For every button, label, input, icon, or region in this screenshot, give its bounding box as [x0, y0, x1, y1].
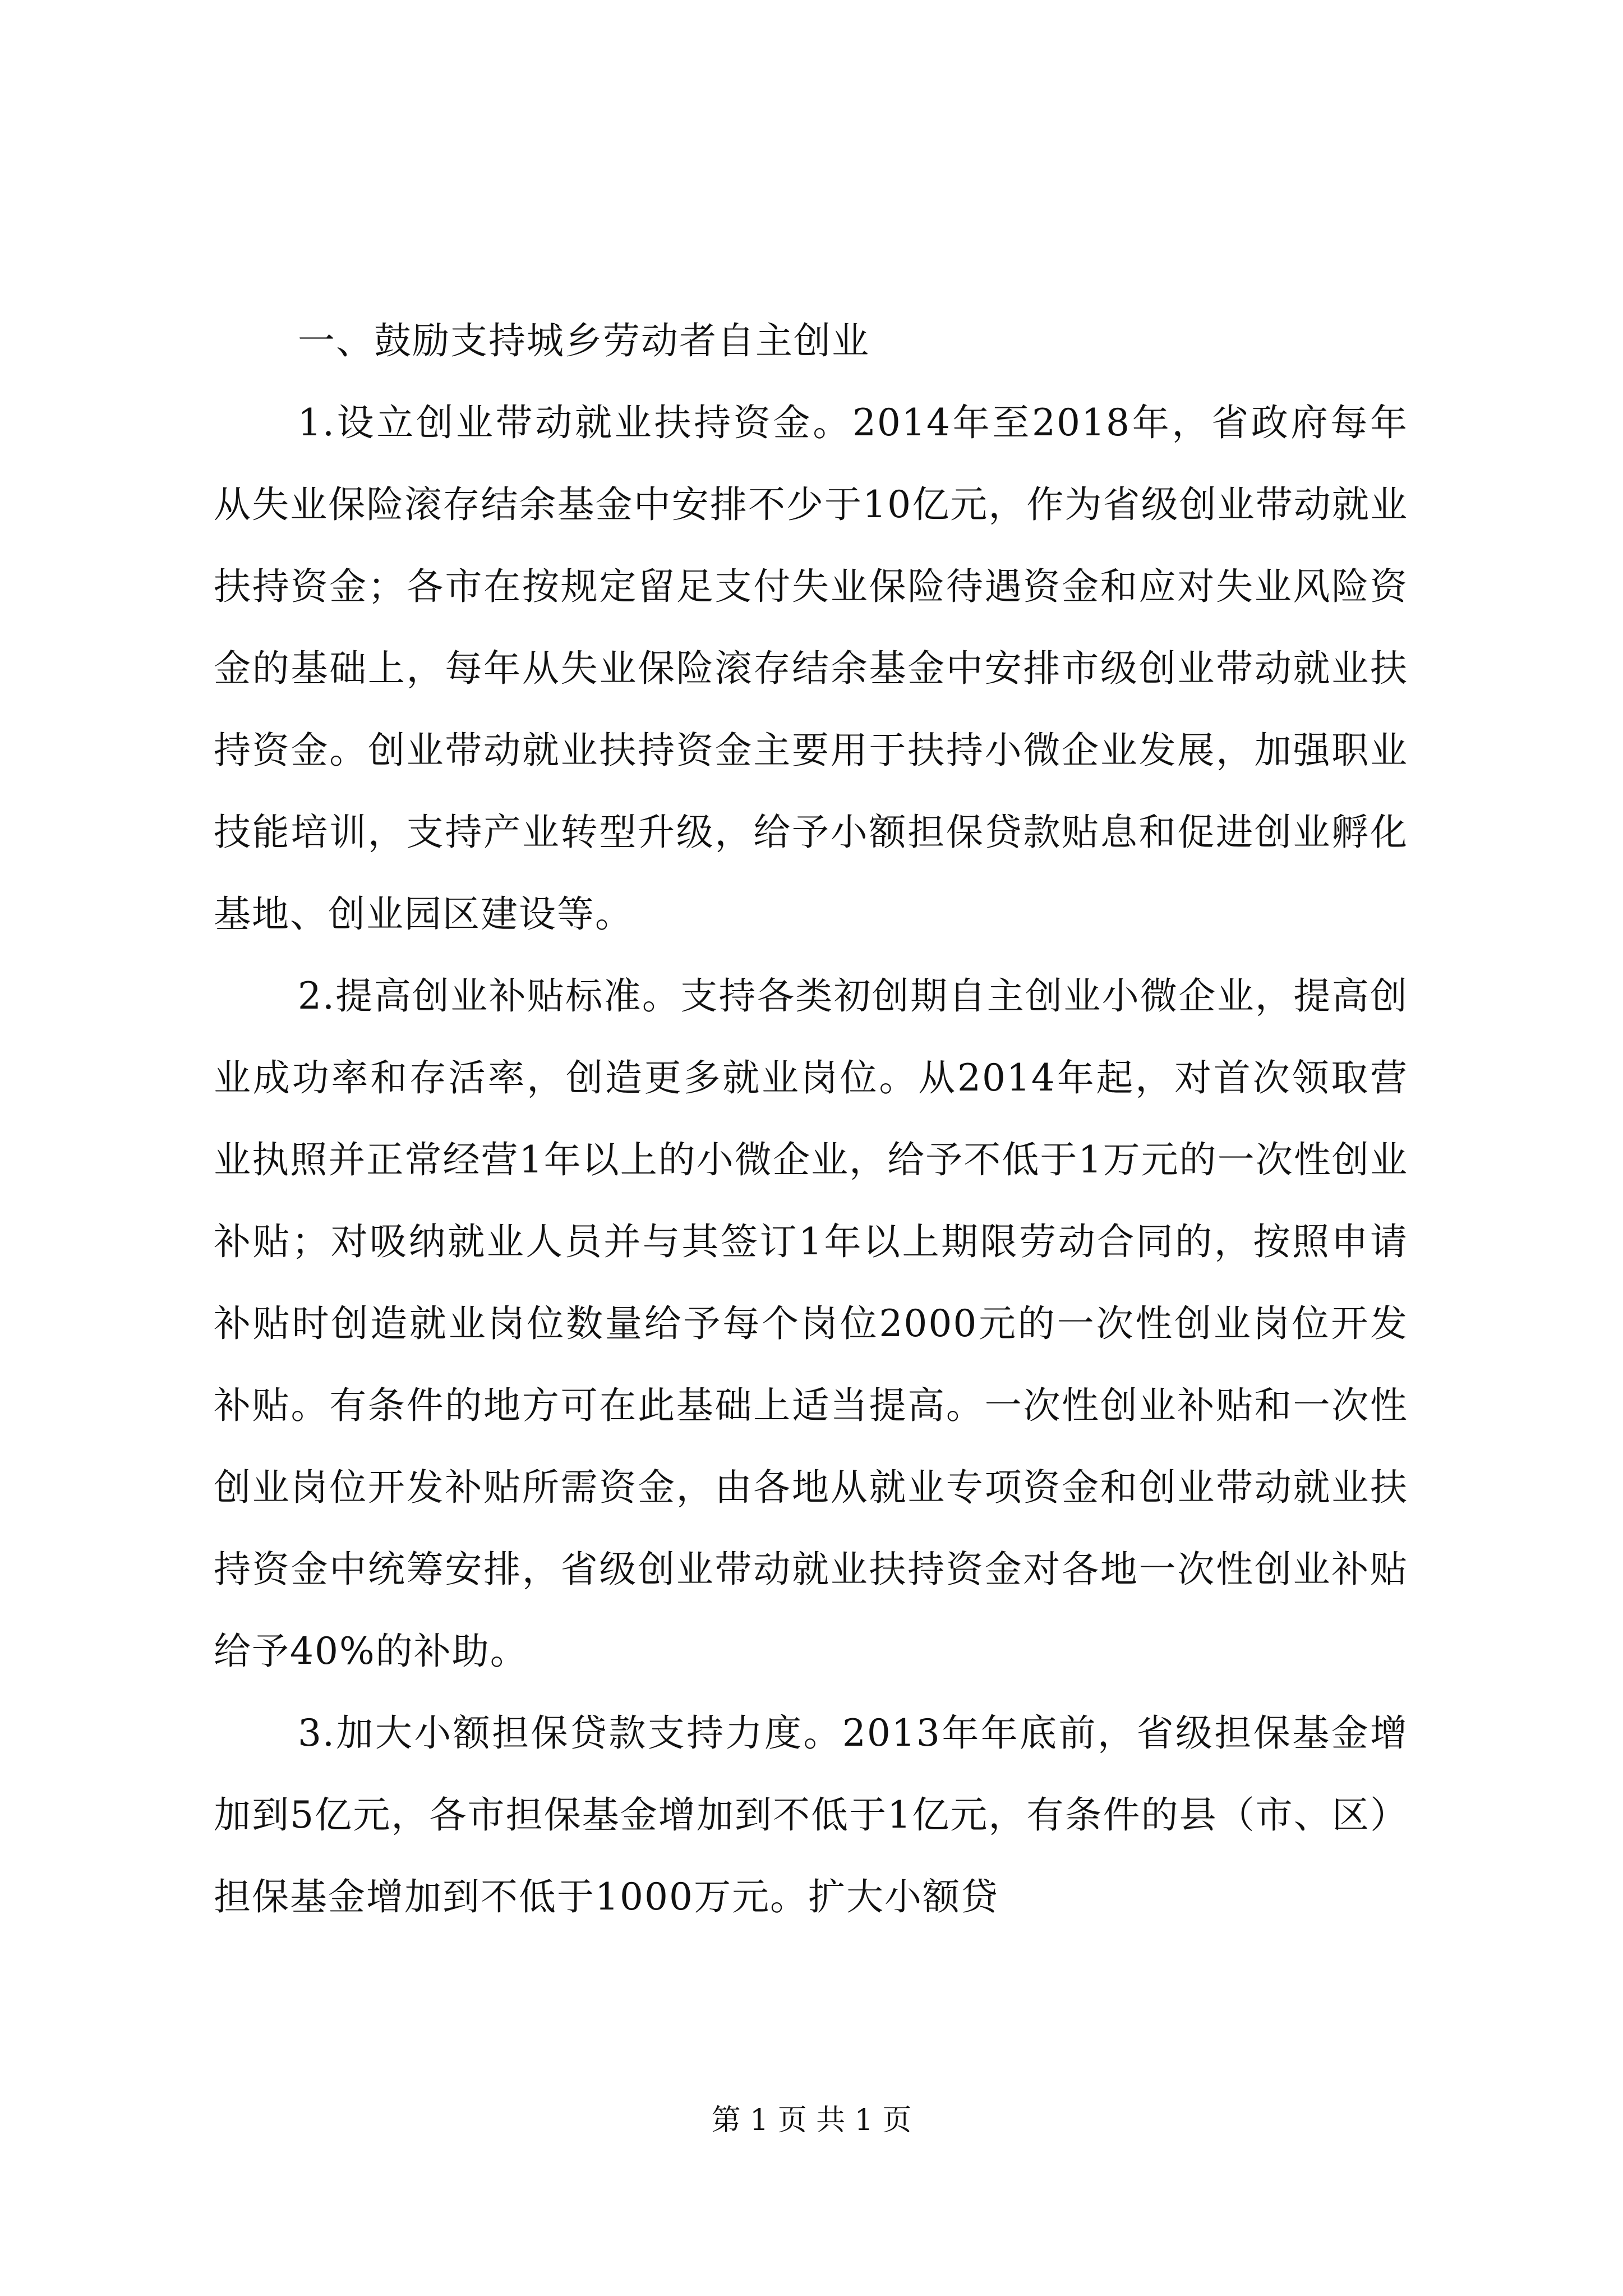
- page-footer: 第 1 页 共 1 页: [711, 2104, 912, 2137]
- paragraph-2: 2.提高创业补贴标准。支持各类初创期自主创业小微企业，提高创业成功率和存活率，创造更多就业岗位。从2014年起，对首次领取营业执照并正常经营1年以上的小微企业，给予不低于1万元的一次性创业补贴；对吸纳就业人员并与其签订1年以上期限劳动合同的，按照申请补贴时创造就业岗位数量给予每个岗位2000元的一次性创业岗位开发补贴。有条件的地方可在此基础上适当提高。一次性创业补贴和一次性创业岗位开发补贴所需资金，由各地从就业专项资金和创业带动就业扶持资金中统筹安排，省级创业带动就业扶持资金对各地一次性创业补贴给予40%的补助。: [214, 974, 1408, 1673]
- document-body: [214, 300, 1408, 1938]
- section-heading: 一、鼓励支持城乡劳动者自主创业: [298, 319, 870, 362]
- paragraph-3: 3.加大小额担保贷款支持力度。2013年年底前，省级担保基金增加到5亿元，各市担保基金增加到不低于1亿元，有条件的县（市、区）担保基金增加到不低于1000万元。扩大小额贷: [214, 1711, 1408, 1918]
- paragraph-1: 1.设立创业带动就业扶持资金。2014年至2018年，省政府每年从失业保险滚存结余基金中安排不少于10亿元，作为省级创业带动就业扶持资金；各市在按规定留足支付失业保险待遇资金和应对失业风险资金的基础上，每年从失业保险滚存结余基金中安排市级创业带动就业扶持资金。创业带动就业扶持资金主要用于扶持小微企业发展，加强职业技能培训，支持产业转型升级，给予小额担保贷款贴息和促进创业孵化基地、创业园区建设等。: [214, 401, 1408, 936]
